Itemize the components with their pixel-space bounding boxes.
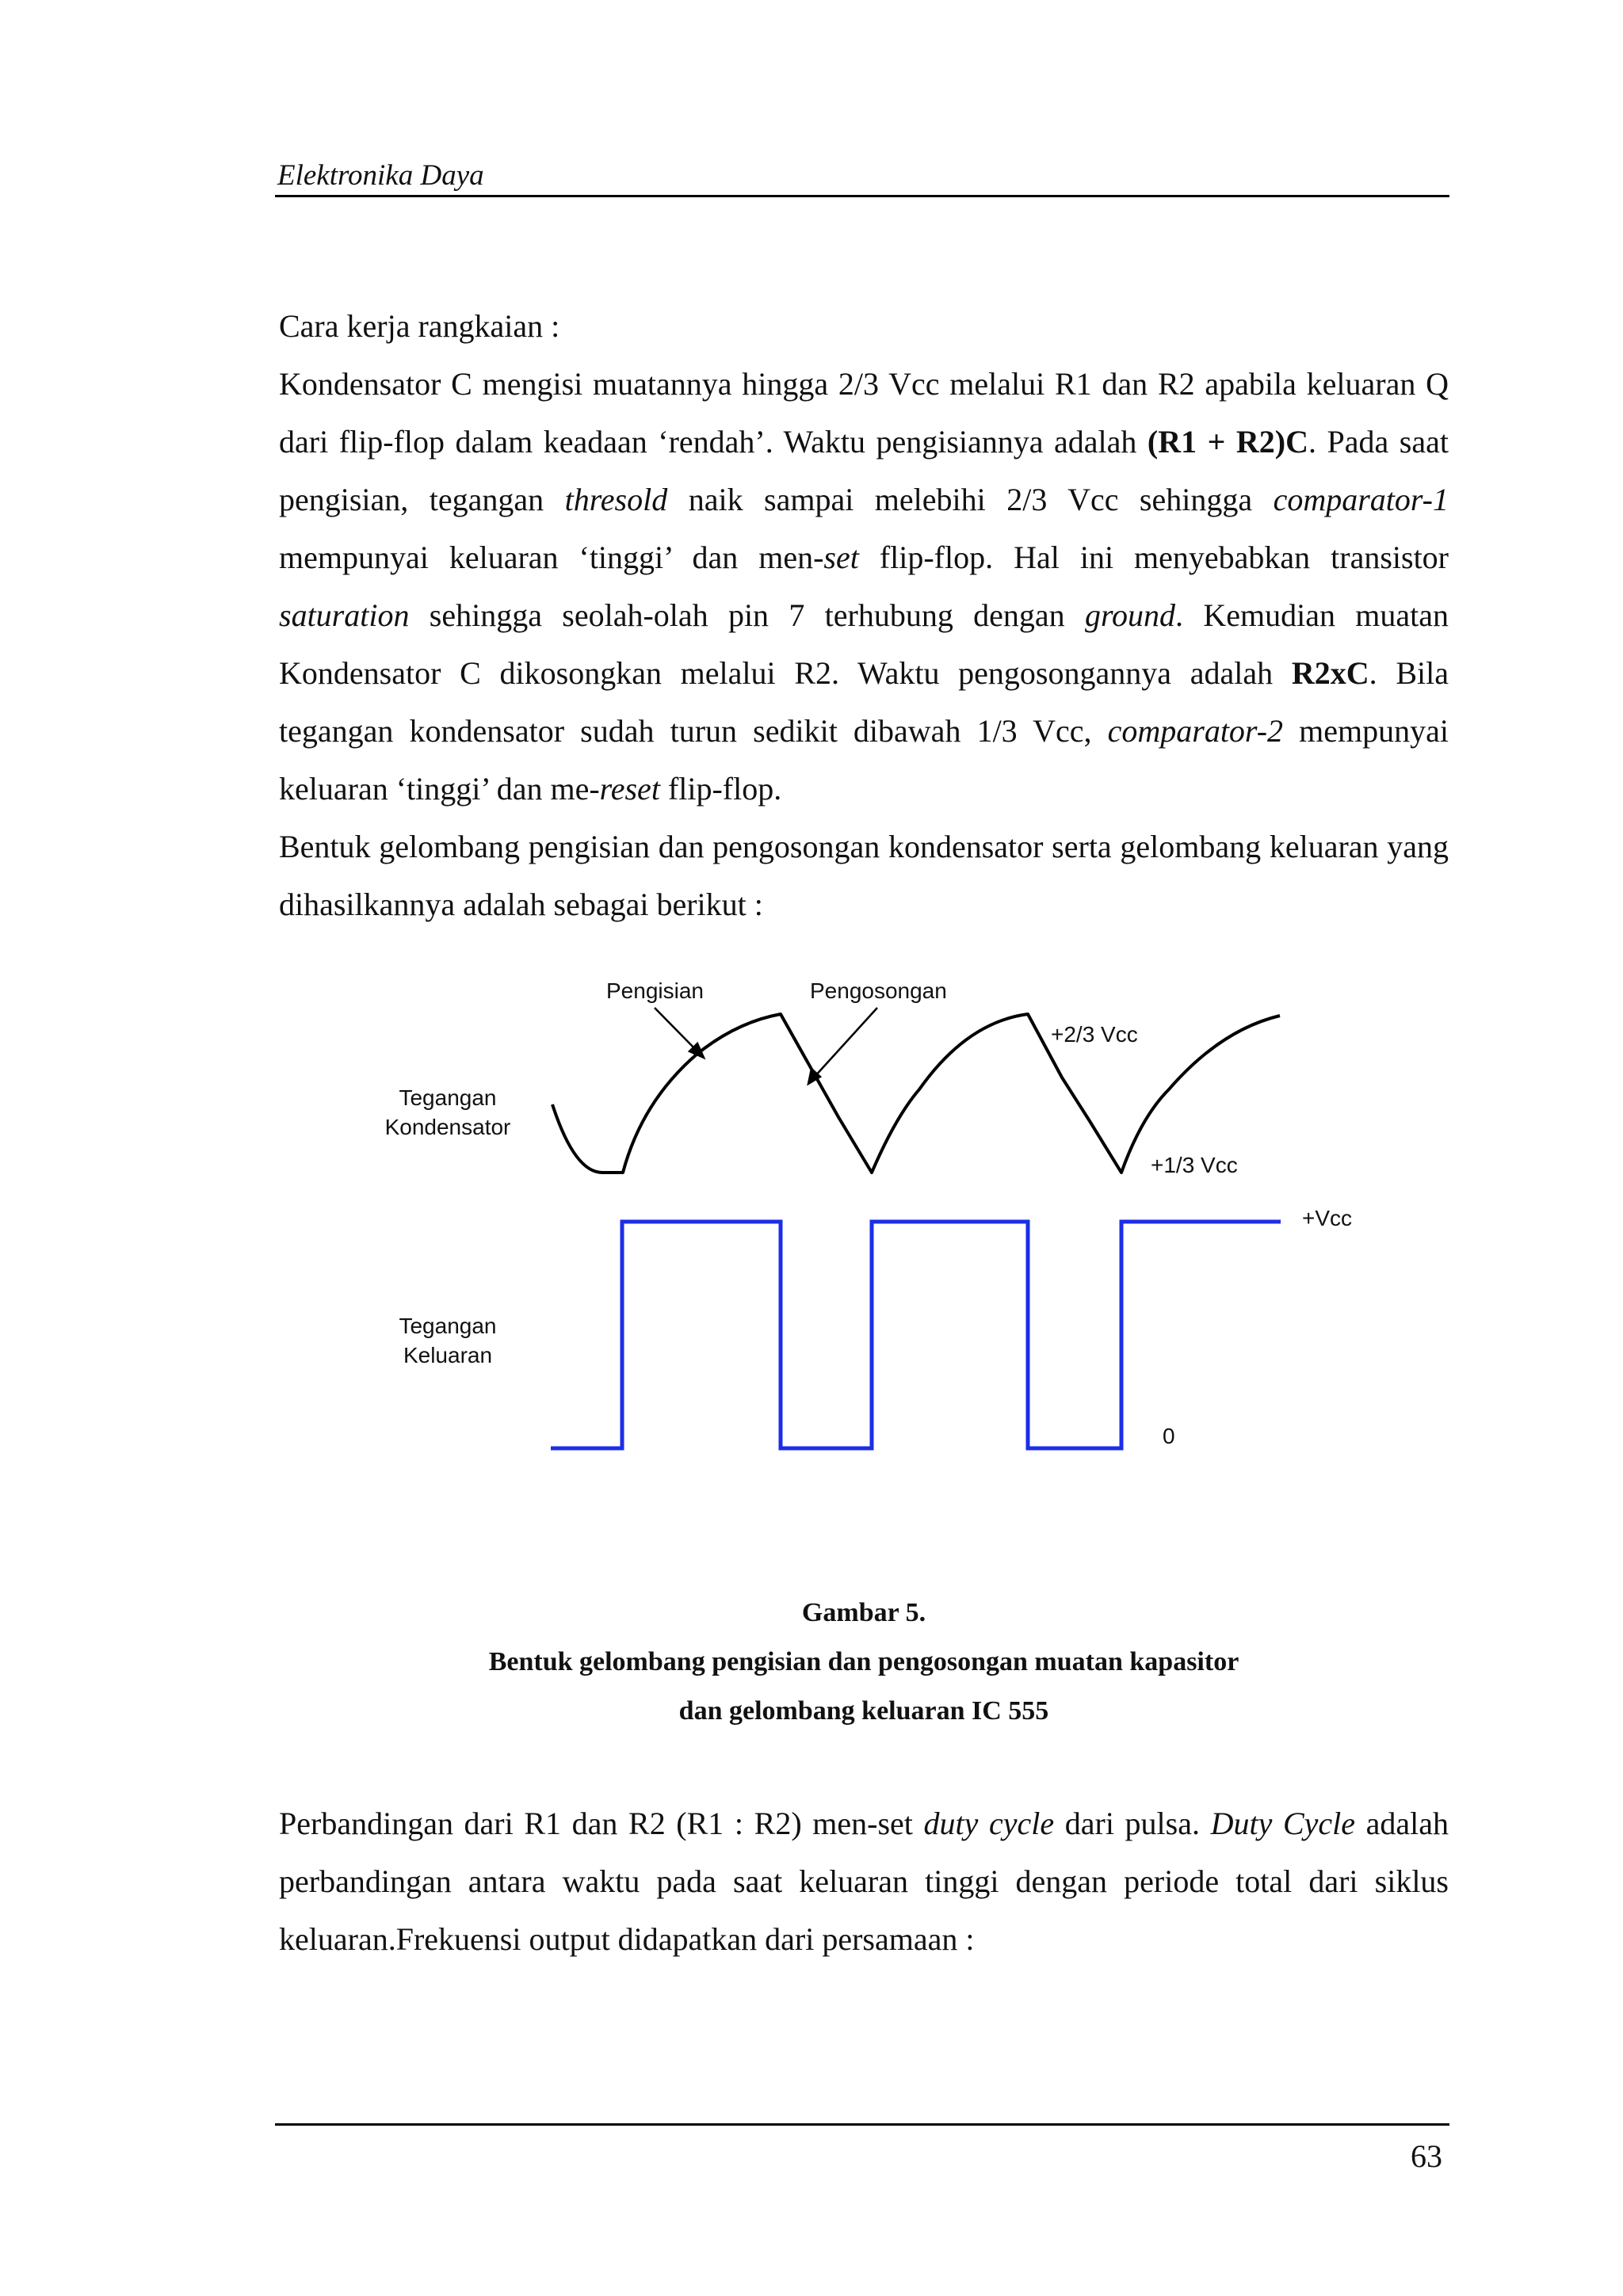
text-run: R2xC xyxy=(1291,655,1369,691)
closing-section xyxy=(279,1794,1449,1968)
text-run: mempunyai keluaran ‘tinggi’ dan men- xyxy=(279,540,824,575)
text-run: mempunyai keluaran ‘tinggi’ dan me- xyxy=(279,713,1449,807)
paragraph-duty-cycle xyxy=(279,1794,1449,1968)
capacitor-voltage-wave xyxy=(552,1014,1280,1173)
label-zero-level: 0 xyxy=(1163,1424,1175,1448)
charging-arrow xyxy=(655,1008,704,1058)
text-run: Perbandingan dari R1 dan R2 (R1 : R2) men-set xyxy=(279,1806,924,1841)
text-run: . Pada saat pengisian, tegangan xyxy=(279,424,1449,517)
intro-section xyxy=(279,297,1449,933)
text-run: set xyxy=(823,540,859,575)
text-run: Duty Cycle xyxy=(1210,1806,1356,1841)
text-run: Kondensator C mengisi muatannya hingga 2/3 Vcc melalui R1 dan R2 apabila keluaran Q dari flip-flop dalam keadaan ‘rendah’. Waktu pengisiannya adalah xyxy=(279,366,1449,460)
text-run: . Kemudian muatan Kondensator C dikosongkan melalui R2. Waktu pengosongannya adalah xyxy=(279,597,1449,691)
caption-title-line1: Bentuk gelombang pengisian dan pengosongan muatan kapasitor xyxy=(488,1647,1239,1676)
text-run: adalah perbandingan antara waktu pada saat keluaran tinggi dengan periode total dari siklus keluaran.Frekuensi output didapatkan dari persamaan : xyxy=(279,1806,1449,1957)
page-number: 63 xyxy=(1411,2138,1442,2174)
header-rule xyxy=(275,195,1449,197)
text-run: . Bila tegangan kondensator sudah turun sedikit dibawah 1/3 Vcc, xyxy=(279,655,1449,749)
output-voltage-wave xyxy=(551,1222,1281,1448)
discharging-arrow xyxy=(808,1008,877,1084)
label-upper-threshold: +2/3 Vcc xyxy=(1051,1022,1138,1047)
label-output-voltage-line1: Tegangan xyxy=(399,1314,497,1338)
caption-figure-number: Gambar 5. xyxy=(801,1598,926,1627)
label-discharging: Pengosongan xyxy=(810,978,947,1003)
text-run: duty cycle xyxy=(923,1806,1055,1841)
text-run: dari pulsa. xyxy=(1054,1806,1211,1841)
label-capacitor-voltage-line2: Kondensator xyxy=(384,1115,511,1139)
paragraph-circuit-operation xyxy=(279,355,1449,818)
text-run: flip-flop. xyxy=(659,771,782,807)
label-output-voltage-line2: Keluaran xyxy=(403,1343,493,1367)
text-run: (R1 + R2)C xyxy=(1147,424,1309,460)
text-run: comparator-2 xyxy=(1107,713,1284,749)
running-header: Elektronika Daya xyxy=(277,159,484,192)
figure-caption xyxy=(279,1589,1449,1736)
text-run: naik sampai melebihi 2/3 Vcc sehingga xyxy=(667,482,1274,517)
label-vcc-level: +Vcc xyxy=(1302,1206,1353,1230)
label-charging: Pengisian xyxy=(606,978,704,1003)
label-capacitor-voltage-line1: Tegangan xyxy=(399,1085,497,1110)
text-run: sehingga seolah-olah pin 7 terhubung dengan xyxy=(409,597,1085,633)
paragraph-waveform-intro: Bentuk gelombang pengisian dan pengosongan kondensator serta gelombang keluaran yang dihasilkannya adalah sebagai berikut : xyxy=(279,829,1449,922)
text-run: reset xyxy=(599,771,660,807)
label-lower-threshold: +1/3 Vcc xyxy=(1151,1153,1238,1177)
caption-title-line2: dan gelombang keluaran IC 555 xyxy=(678,1696,1049,1726)
section-heading: Cara kerja rangkaian : xyxy=(279,308,560,344)
text-run: comparator-1 xyxy=(1273,482,1449,517)
text-run: flip-flop. Hal ini menyebabkan transistor xyxy=(858,540,1449,575)
text-run: saturation xyxy=(279,597,410,633)
text-run: thresold xyxy=(564,482,668,517)
waveform-figure xyxy=(0,959,1623,1513)
footer-rule xyxy=(275,2123,1449,2126)
text-run: ground xyxy=(1084,597,1176,633)
